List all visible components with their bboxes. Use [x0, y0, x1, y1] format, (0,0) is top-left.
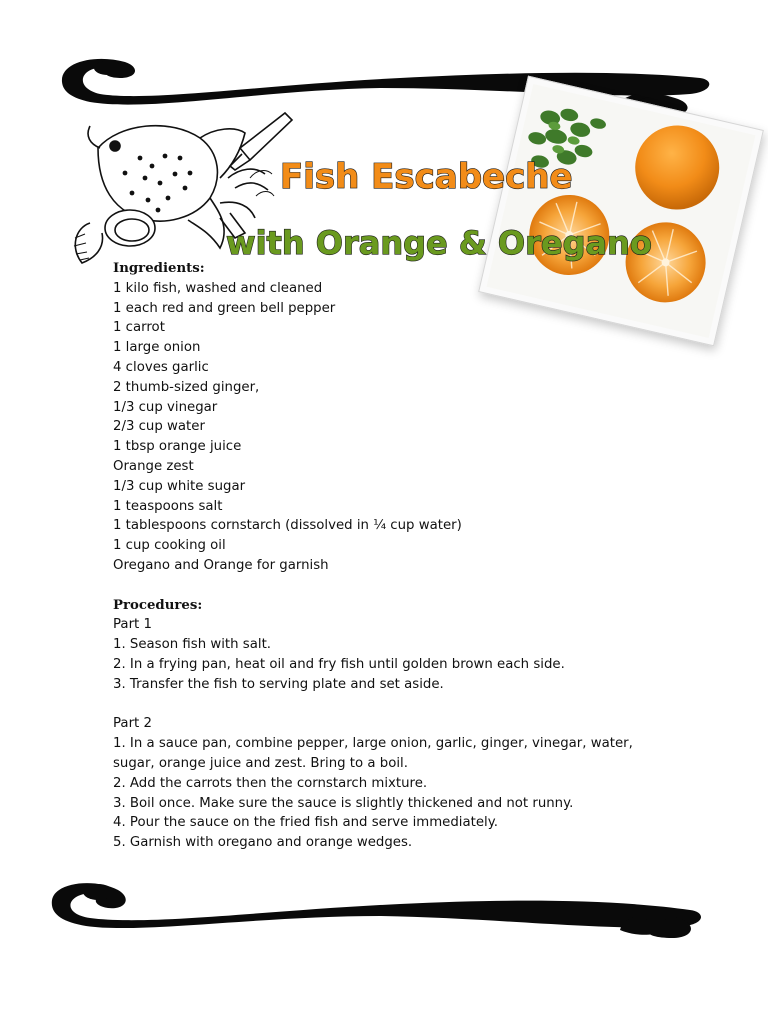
spacer — [113, 576, 653, 596]
procedure-step: 1. In a sauce pan, combine pepper, large onion, garlic, ginger, vinegar, water, sugar, orange juice and zest. Bring to a boil. — [113, 736, 633, 771]
procedure-step: 5. Garnish with oregano and orange wedges. — [113, 835, 413, 851]
ingredient-item: 1/3 cup vinegar — [113, 399, 218, 415]
ingredient-item: 1 large onion — [113, 340, 201, 356]
procedure-step: 4. Pour the sauce on the fried fish and serve immediately. — [113, 815, 498, 831]
part-1-steps — [113, 635, 653, 694]
title-line-2: with Orange & Oregano — [226, 224, 652, 262]
procedure-step: 2. Add the carrots then the cornstarch mixture. — [113, 775, 428, 791]
ingredient-item: 1 kilo fish, washed and cleaned — [113, 280, 323, 296]
ingredient-item: 1 cup cooking oil — [113, 538, 226, 554]
title-line-1: Fish Escabeche — [280, 157, 573, 197]
ingredient-item: 1 carrot — [113, 320, 165, 336]
part-2-steps — [113, 734, 653, 853]
ingredient-item: Oregano and Orange for garnish — [113, 557, 329, 573]
ingredient-item: 1/3 cup white sugar — [113, 478, 246, 494]
ingredient-item: 1 tbsp orange juice — [113, 439, 242, 455]
recipe-title — [220, 140, 652, 270]
procedure-step: 3. Transfer the fish to serving plate and set aside. — [113, 676, 444, 692]
procedures-heading: Procedures: — [113, 597, 203, 613]
ingredient-item: 1 each red and green bell pepper — [113, 300, 336, 316]
ingredient-item: 2/3 cup water — [113, 419, 205, 435]
procedure-step: 1. Season fish with salt. — [113, 637, 272, 653]
procedure-step: 2. In a frying pan, heat oil and fry fish until golden brown each side. — [113, 656, 565, 672]
ingredients-list — [113, 279, 653, 576]
part-1-label: Part 1 — [113, 617, 152, 633]
procedure-step: 3. Boil once. Make sure the sauce is slightly thickened and not runny. — [113, 795, 574, 811]
recipe-content — [113, 259, 653, 853]
ingredient-item: 2 thumb-sized ginger, — [113, 379, 260, 395]
ingredient-item: Orange zest — [113, 458, 194, 474]
ingredients-heading: Ingredients: — [113, 261, 205, 276]
ingredient-item: 1 tablespoons cornstarch (dissolved in ¼ cup water) — [113, 518, 462, 534]
part-2-label: Part 2 — [113, 716, 152, 732]
bottom-flourish-icon — [0, 870, 768, 945]
ingredient-item: 1 teaspoons salt — [113, 498, 223, 514]
spacer — [113, 695, 653, 715]
ingredient-item: 4 cloves garlic — [113, 359, 209, 375]
